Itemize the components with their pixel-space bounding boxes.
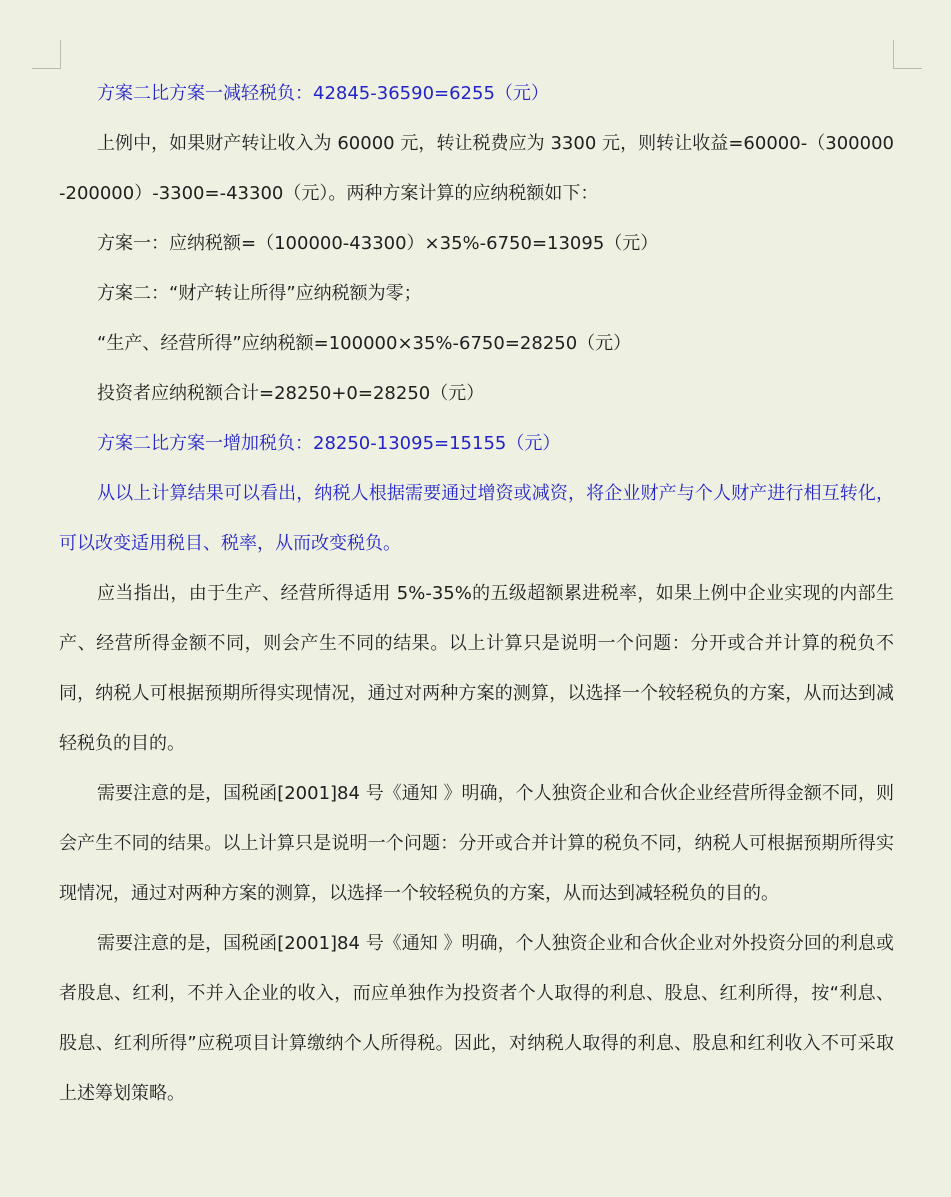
- paragraph-plan2-property-transfer: 方案二：“财产转让所得”应纳税额为零；: [97, 283, 422, 304]
- margin-corner-mark-top-right: [893, 40, 922, 69]
- margin-corner-mark-top-left: [32, 40, 61, 69]
- document-body: [59, 69, 894, 1119]
- paragraph-plan2-vs-plan1-reduction: 方案二比方案一减轻税负：42845-36590=6255（元）: [97, 83, 549, 104]
- paragraph-example-transfer-income: 上例中，如果财产转让收入为 60000 元，转让税费应为 3300 元，则转让收益=60000-（300000-200000）-3300=-43300（元）。两种方案计算的应纳税额如下：: [59, 133, 894, 204]
- paragraph-investor-total-tax: 投资者应纳税额合计=28250+0=28250（元）: [97, 383, 485, 404]
- paragraph-conclusion: 从以上计算结果可以看出，纳税人根据需要通过增资或减资，将企业财产与个人财产进行相互转化，可以改变适用税目、税率，从而改变税负。: [59, 483, 894, 554]
- paragraph-plan1-tax: 方案一：应纳税额=（100000-43300）×35%-6750=13095（元）: [97, 233, 659, 254]
- paragraph-plan2-vs-plan1-increase: 方案二比方案一增加税负：28250-13095=15155（元）: [97, 433, 561, 454]
- paragraph-note-notice-2: 需要注意的是，国税函[2001]84 号《通知 》明确，个人独资企业和合伙企业对外投资分回的利息或者股息、红利，不并入企业的收入，而应单独作为投资者个人取得的利息、股息、红利所得，按“利息、股息、红利所得”应税项目计算缴纳个人所得税。因此，对纳税人取得的利息、股息和红利收入不可采取上述筹划策略。: [59, 933, 894, 1104]
- paragraph-plan2-production-income: “生产、经营所得”应纳税额=100000×35%-6750=28250（元）: [97, 333, 632, 354]
- paragraph-note-notice-1: 需要注意的是，国税函[2001]84 号《通知 》明确，个人独资企业和合伙企业经营所得金额不同，则会产生不同的结果。以上计算只是说明一个问题：分开或合并计算的税负不同，纳税人可根据预期所得实现情况，通过对两种方案的测算，以选择一个较轻税负的方案，从而达到减轻税负的目的。: [59, 783, 894, 904]
- paragraph-note-progressive-rate: 应当指出，由于生产、经营所得适用 5%-35%的五级超额累进税率，如果上例中企业实现的内部生产、经营所得金额不同，则会产生不同的结果。以上计算只是说明一个问题：分开或合并计算的税负不同，纳税人可根据预期所得实现情况，通过对两种方案的测算，以选择一个较轻税负的方案，从而达到减轻税负的目的。: [59, 583, 894, 754]
